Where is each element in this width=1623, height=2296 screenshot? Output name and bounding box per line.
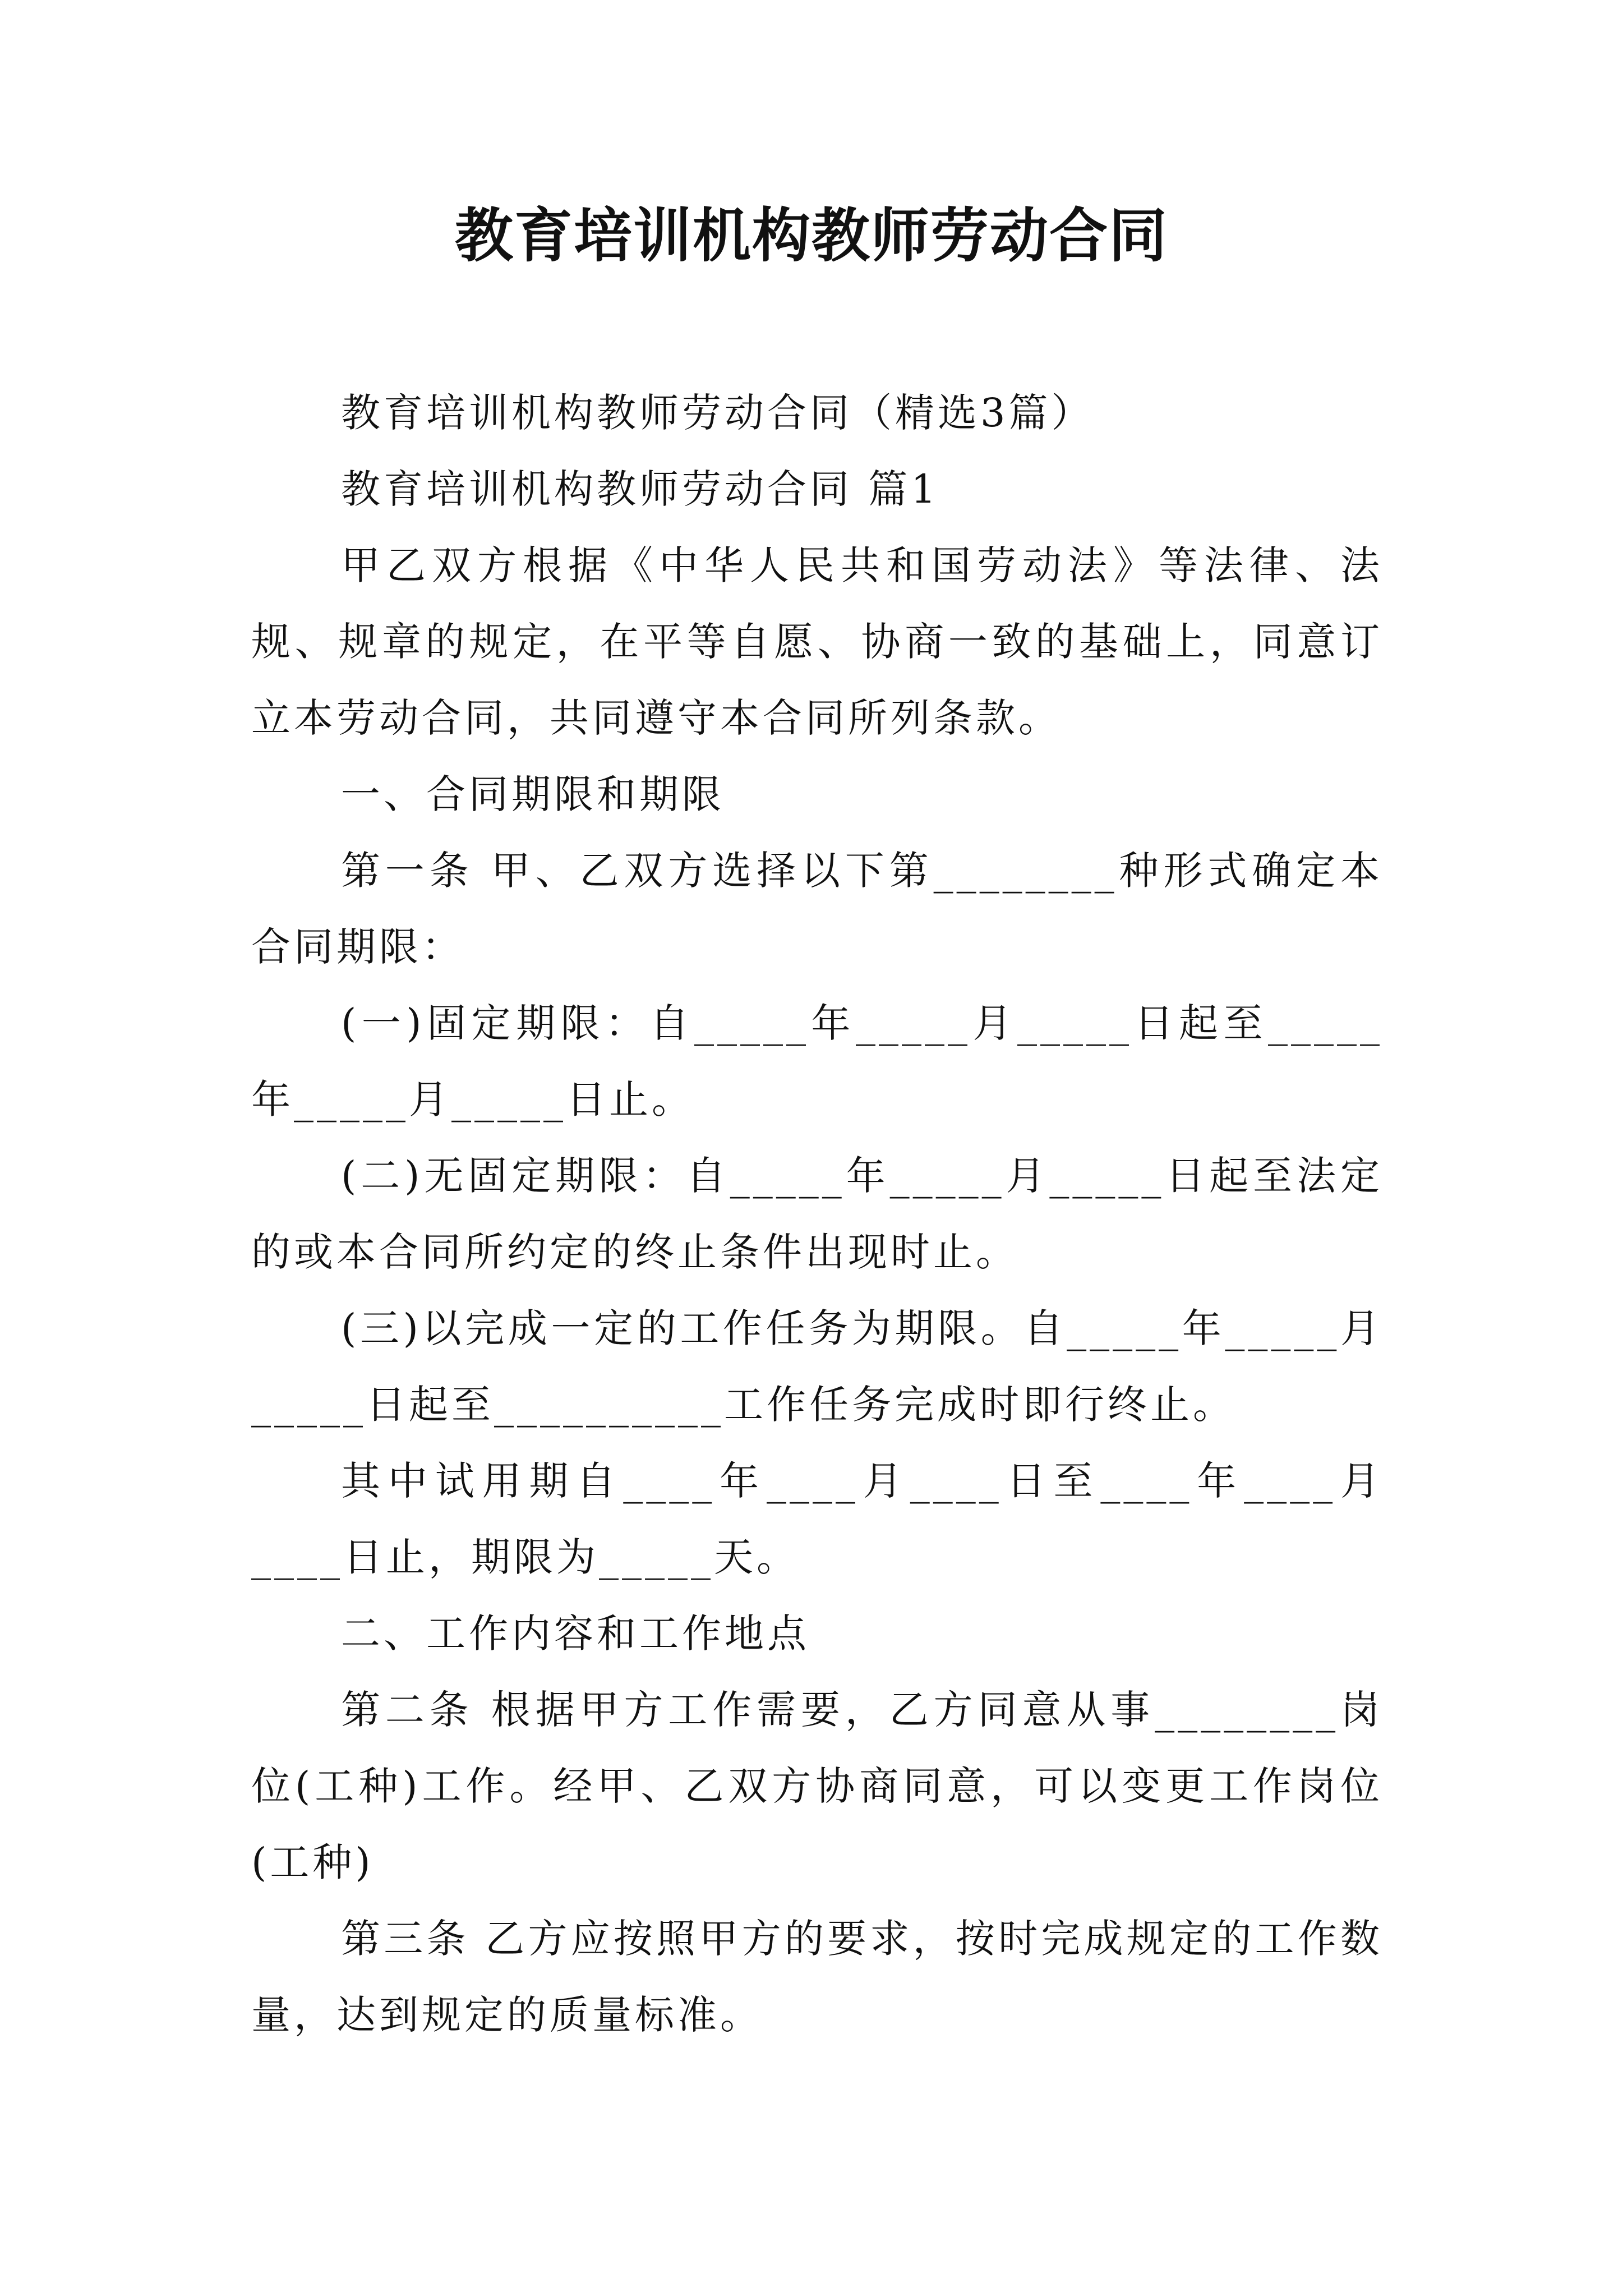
paragraph-heading-term: 一、合同期限和期限 <box>341 771 725 817</box>
paragraph-preamble: 甲乙双方根据《中华人民共和国劳动法》等法律、法规、规章的规定，在平等自愿、协商一致的基础上，同意订立本劳动合同，共同遵守本合同所列条款。 <box>251 542 1383 741</box>
paragraph-task-term: (三)以完成一定的工作任务为期限。自_____年_____月_____日起至__________工作任务完成时即行终止。 <box>251 1305 1383 1428</box>
paragraph-subtitle: 教育培训机构教师劳动合同（精选3篇） <box>341 390 1094 436</box>
paragraph-fixed-term: (一)固定期限：自_____年_____月_____日起至_____年_____月_____日止。 <box>251 1000 1383 1122</box>
paragraph-article-1: 第一条 甲、乙双方选择以下第________种形式确定本合同期限： <box>251 848 1383 970</box>
document-title: 教育培训机构教师劳动合同 <box>454 201 1168 270</box>
paragraph-heading-work: 二、工作内容和工作地点 <box>341 1611 810 1657</box>
document-body <box>251 375 1383 2053</box>
paragraph-probation: 其中试用期自____年____月____日至____年____月____日止，期限为_____天。 <box>251 1458 1383 1580</box>
paragraph-section-heading: 教育培训机构教师劳动合同 篇1 <box>341 466 939 512</box>
paragraph-open-term: (二)无固定期限：自_____年_____月_____日起至法定的或本合同所约定的终止条件出现时止。 <box>251 1153 1383 1275</box>
paragraph-article-2: 第二条 根据甲方工作需要，乙方同意从事________岗位(工种)工作。经甲、乙双方协商同意，可以变更工作岗位(工种) <box>251 1687 1383 1885</box>
paragraph-article-3: 第三条 乙方应按照甲方的要求，按时完成规定的工作数量，达到规定的质量标准。 <box>251 1916 1383 2038</box>
